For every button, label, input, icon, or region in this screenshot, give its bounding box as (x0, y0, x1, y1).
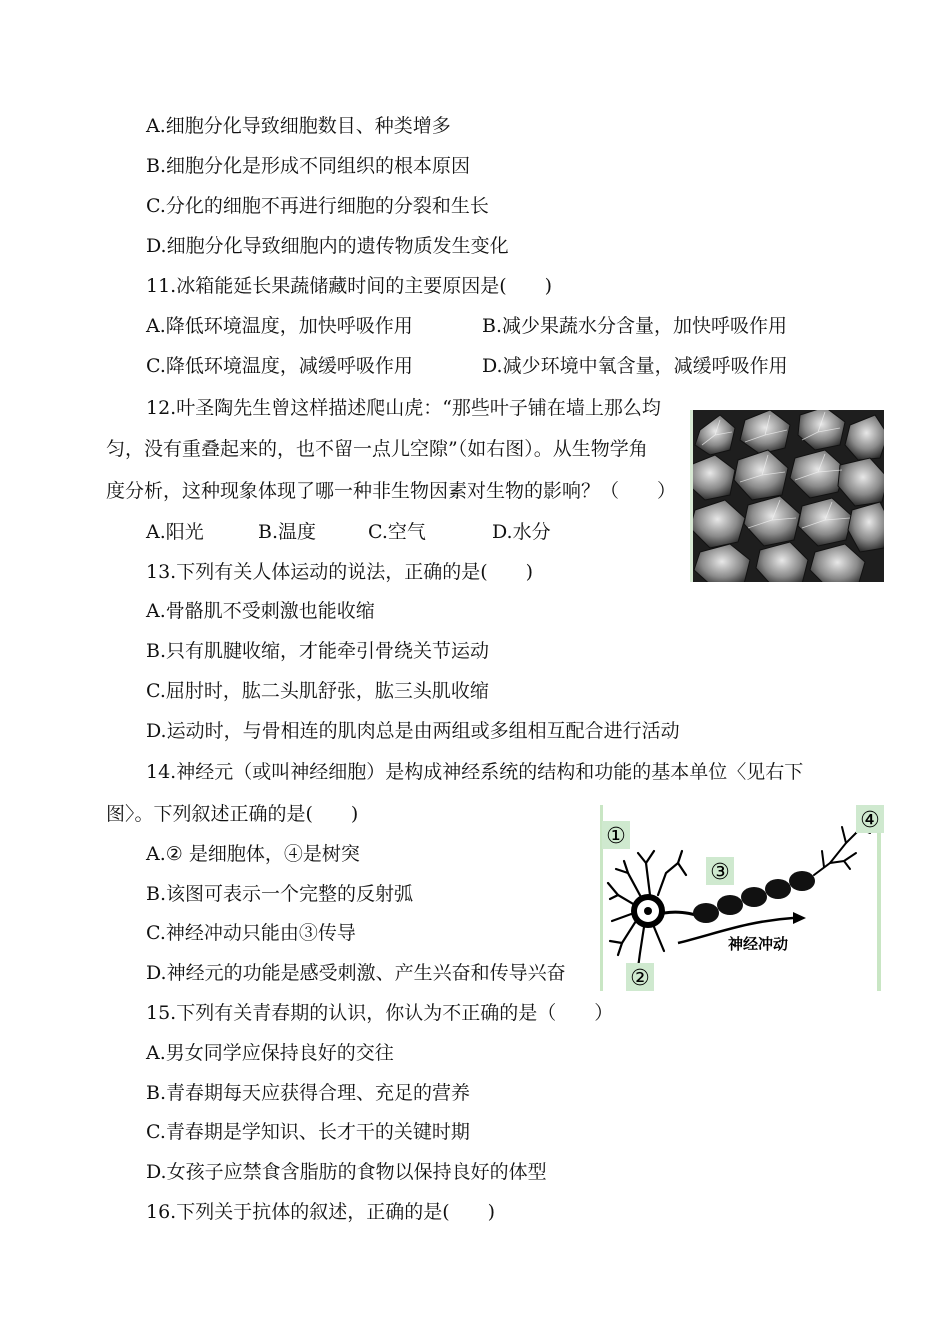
q10-option-c: C.分化的细胞不再进行细胞的分裂和生长 (146, 195, 489, 217)
q12-stem-line-1: 12.叶圣陶先生曾这样描述爬山虎：“那些叶子铺在墙上那么均 (146, 397, 661, 419)
q11-option-c: C.降低环境温度，减缓呼吸作用 (146, 355, 413, 377)
q11-option-a: A.降低环境温度，加快呼吸作用 (146, 315, 413, 337)
q14-option-b: B.该图可表示一个完整的反射弧 (146, 883, 414, 905)
q10-option-b: B.细胞分化是形成不同组织的根本原因 (146, 155, 471, 177)
q16-stem: 16.下列关于抗体的叙述，正确的是( ) (146, 1201, 496, 1223)
svg-text:①: ① (606, 824, 626, 849)
q13-option-a: A.骨骼肌不受刺激也能收缩 (146, 600, 375, 622)
ivy-leaves-photo (690, 410, 884, 582)
impulse-label: 神经冲动 (728, 935, 789, 953)
svg-text:③: ③ (710, 860, 730, 885)
q13-stem: 13.下列有关人体运动的说法，正确的是( ) (146, 561, 534, 583)
q12-stem-line-2: 匀，没有重叠起来的，也不留一点儿空隙”（如右图）。从生物学角 (106, 438, 648, 460)
q15-option-a: A.男女同学应保持良好的交往 (146, 1042, 394, 1064)
q13-option-b: B.只有肌腱收缩，才能牵引骨绕关节运动 (146, 640, 490, 662)
q14-option-c: C.神经冲动只能由③传导 (146, 922, 356, 944)
svg-text:②: ② (630, 966, 650, 991)
q13-option-c: C.屈肘时，肱二头肌舒张，肱三头肌收缩 (146, 680, 489, 702)
q14-option-d: D.神经元的功能是感受刺激、产生兴奋和传导兴奋 (146, 962, 566, 984)
q15-option-b: B.青春期每天应获得合理、充足的营养 (146, 1082, 471, 1104)
svg-text:④: ④ (860, 808, 880, 833)
q12-stem-line-3: 度分析，这种现象体现了哪一种非生物因素对生物的影响？（ ） (106, 480, 677, 502)
q12-option-b: B.温度 (258, 521, 317, 543)
q10-option-d: D.细胞分化导致细胞内的遗传物质发生变化 (146, 235, 509, 257)
q11-option-b: B.减少果蔬水分含量，加快呼吸作用 (482, 315, 788, 337)
q11-option-d: D.减少环境中氧含量，减缓呼吸作用 (482, 355, 788, 377)
label-3-icon (706, 857, 734, 885)
q12-option-a: A.阳光 (146, 521, 204, 543)
q12-option-d: D.水分 (492, 521, 551, 543)
q15-option-c: C.青春期是学知识、长才干的关键时期 (146, 1121, 470, 1143)
q14-stem-line-2: 图〉。下列叙述正确的是( ) (106, 803, 359, 825)
q14-stem-line-1: 14.神经元（或叫神经细胞）是构成神经系统的结构和功能的基本单位〈见右下 (146, 761, 804, 783)
label-1-icon (602, 821, 630, 849)
q12-option-c: C.空气 (368, 521, 426, 543)
q13-option-d: D.运动时，与骨相连的肌肉总是由两组或多组相互配合进行活动 (146, 720, 680, 742)
q14-option-a: A.② 是细胞体，④是树突 (146, 843, 360, 865)
q10-option-a: A.细胞分化导致细胞数目、种类增多 (146, 115, 451, 137)
q15-option-d: D.女孩子应禁食含脂肪的食物以保持良好的体型 (146, 1161, 547, 1183)
q11-stem: 11.冰箱能延长果蔬储藏时间的主要原因是( ) (146, 275, 553, 297)
label-4-icon (856, 805, 884, 833)
neuron-diagram (598, 803, 888, 993)
q15-stem: 15.下列有关青春期的认识，你认为不正确的是（ ） (146, 1002, 614, 1024)
label-2-icon (626, 963, 654, 991)
